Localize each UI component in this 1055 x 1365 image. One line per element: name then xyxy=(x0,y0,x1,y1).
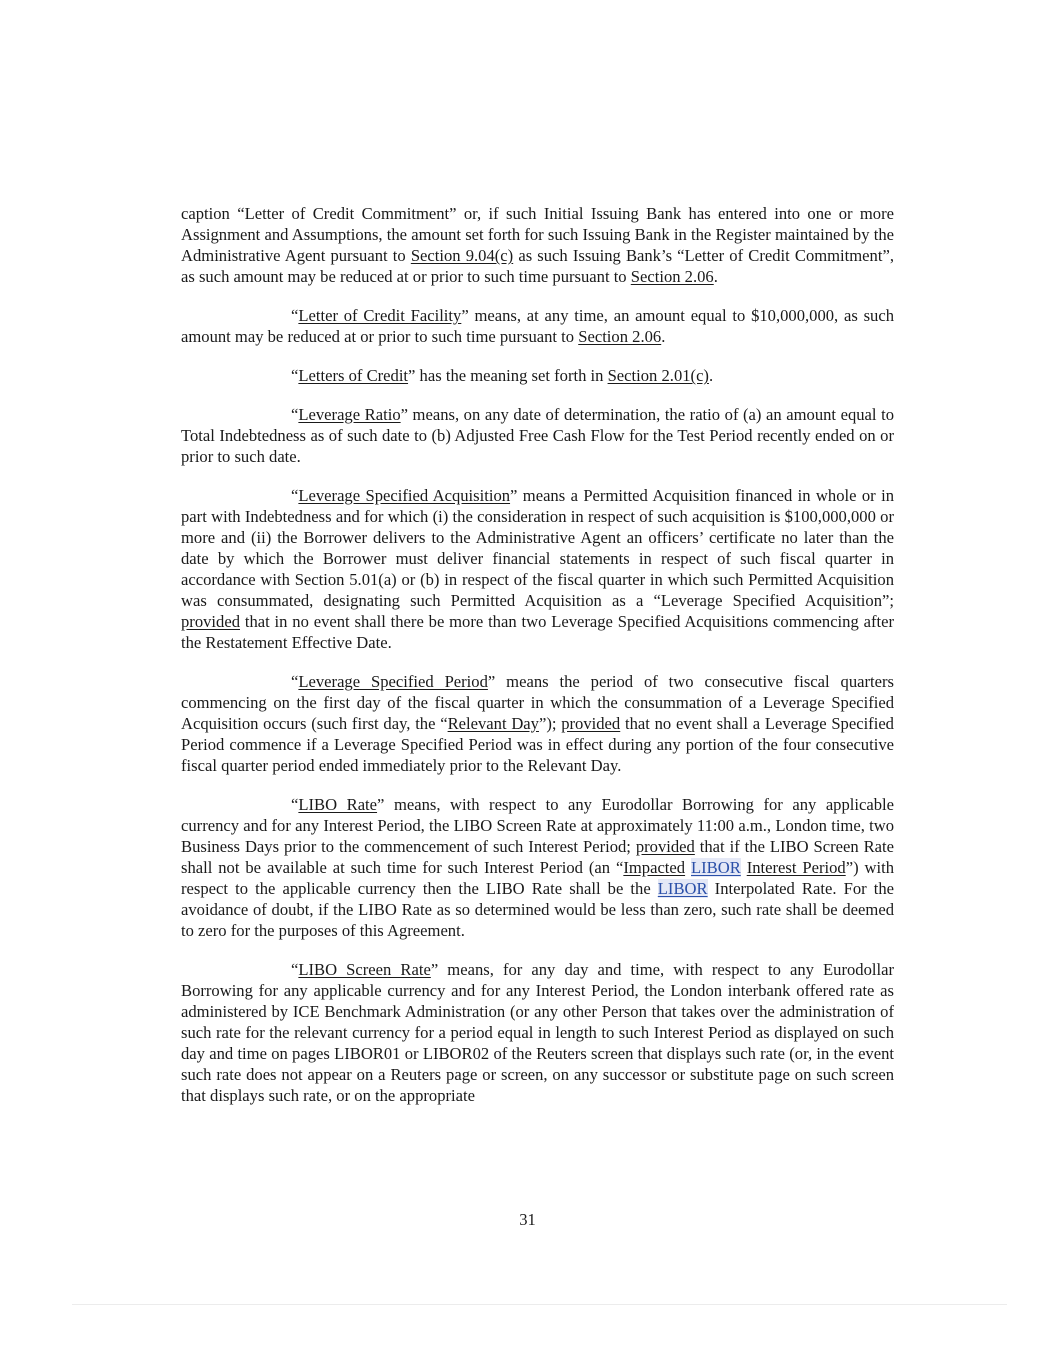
definition-paragraph xyxy=(181,365,894,386)
highlighted-link[interactable]: LIBOR xyxy=(657,879,708,898)
definition-paragraph xyxy=(181,404,894,467)
paragraph-text: ” means the period of two consecutive fiscal quarters commencing on the first day of the fiscal quarter in which the consummation of a Leverage Specified Acquisition occurs (such first day, the “ xyxy=(181,672,894,733)
paragraph-text: ” has the meaning set forth in xyxy=(408,366,608,385)
page-bottom-divider xyxy=(72,1304,1007,1305)
underlined-term: Letter of Credit Facility xyxy=(298,306,462,325)
paragraph-text: “ xyxy=(291,960,299,979)
paragraph-text: . xyxy=(713,267,718,286)
underlined-term: Section 2.06 xyxy=(630,267,714,286)
definition-paragraph xyxy=(181,203,894,287)
paragraph-text: “ xyxy=(291,405,299,424)
underlined-term: provided xyxy=(181,612,240,631)
paragraph-text: “ xyxy=(291,486,299,505)
paragraph-text: ” means, at any time, an amount equal to $10,000,000, as such amount may be reduced at or prior to such time pursuant to xyxy=(181,306,894,346)
paragraph-text: ”); xyxy=(538,714,562,733)
underlined-term: LIBO Rate xyxy=(298,795,378,814)
paragraph-text: ”) with respect to the applicable currency then the LIBO Rate shall be the xyxy=(181,858,895,898)
paragraph-text: caption “Letter of Credit Commitment” or, if such Initial Issuing Bank has entered into one or more Assignment and Assumptions, the amount set forth for such Issuing Bank in the Register maintained by the Administrative Agent pursuant to xyxy=(181,204,894,265)
underlined-term: Leverage Ratio xyxy=(298,405,401,424)
paragraph-text: Interpolated Rate. For the avoidance of doubt, if the LIBO Rate as so determined would be less than zero, such rate shall be deemed to zero for the purposes of this Agreement. xyxy=(181,879,895,940)
paragraph-text: that in no event shall there be more than two Leverage Specified Acquisitions commencing after the Restatement Effective Date. xyxy=(181,612,894,652)
paragraph-text: ” means a Permitted Acquisition financed in whole or in part with Indebtedness and for which (i) the consideration in respect of such acquisition is $100,000,000 or more and (ii) the Borrower delivers to the Administrative Agent an officers’ certificate no later than the date by which the Borrower must deliver financial statements in respect of such fiscal quarter in accordance with Section 5.01(a) or (b) in respect of the fiscal quarter in which such Permitted Acquisition was consummated, designating such Permitted Acquisition as a “Leverage Specified Acquisition”; xyxy=(181,486,894,610)
underlined-term: Interest Period xyxy=(746,858,846,877)
underlined-term: Section 2.01(c) xyxy=(607,366,709,385)
paragraph-text: . xyxy=(661,327,666,346)
underlined-term: Section 9.04(c) xyxy=(410,246,514,265)
underlined-term: Leverage Specified Acquisition xyxy=(298,486,511,505)
definition-paragraph xyxy=(181,485,894,653)
underlined-term: Leverage Specified Period xyxy=(298,672,488,691)
paragraph-text: . xyxy=(708,366,714,385)
underlined-term: Relevant Day xyxy=(447,714,539,733)
document-body xyxy=(181,203,894,1124)
paragraph-text: “ xyxy=(291,795,299,814)
highlighted-link[interactable]: LIBOR xyxy=(691,858,741,877)
underlined-term: Impacted xyxy=(623,858,686,877)
definition-paragraph xyxy=(181,305,894,347)
paragraph-text: “ xyxy=(291,306,299,325)
paragraph-text: as such Issuing Bank’s “Letter of Credit Commitment”, as such amount may be reduced at or prior to such time pursuant to xyxy=(181,246,894,286)
paragraph-text: ” means, for any day and time, with respect to any Eurodollar Borrowing for any applicable currency and for any Interest Period, the London interbank offered rate as administered by ICE Benchmark Administration (or any other Person that takes over the administration of such rate for the relevant currency for a period equal in length to such Interest Period as displayed on such day and time on pages LIBOR01 or LIBOR02 of the Reuters screen that displays such rate (or, in the event such rate does not appear on a Reuters page or screen, on any successor or substitute page on such screen that displays such rate, or on the appropriate xyxy=(181,960,894,1105)
paragraph-text: “ xyxy=(291,366,299,385)
paragraph-text: “ xyxy=(291,672,299,691)
underlined-term: LIBO Screen Rate xyxy=(298,960,431,979)
paragraph-text: that if the LIBO Screen Rate shall not be available at such time for such Interest Period (an “ xyxy=(181,837,894,877)
paragraph-text: ” means, with respect to any Eurodollar Borrowing for any applicable currency and for any Interest Period, the LIBO Screen Rate at approximately 11:00 a.m., London time, two Business Days prior to the commencement of such Interest Period; xyxy=(181,795,895,856)
definition-paragraph xyxy=(181,959,894,1106)
underlined-term: Letters of Credit xyxy=(298,366,409,385)
definition-paragraph xyxy=(181,671,894,776)
underlined-term: provided xyxy=(561,714,621,733)
paragraph-text: ” means, on any date of determination, the ratio of (a) an amount equal to Total Indebtedness as of such date to (b) Adjusted Free Cash Flow for the Test Period recently ended on or prior to such date. xyxy=(181,405,895,466)
underlined-term: provided xyxy=(635,837,695,856)
page-number: 31 xyxy=(519,1210,536,1229)
definition-paragraph xyxy=(181,794,894,941)
paragraph-text: that no event shall a Leverage Specified Period commence if a Leverage Specified Period was in effect during any portion of the four consecutive fiscal quarter period ended immediately prior to the Relevant Day. xyxy=(181,714,894,775)
underlined-term: Section 2.06 xyxy=(578,327,662,346)
